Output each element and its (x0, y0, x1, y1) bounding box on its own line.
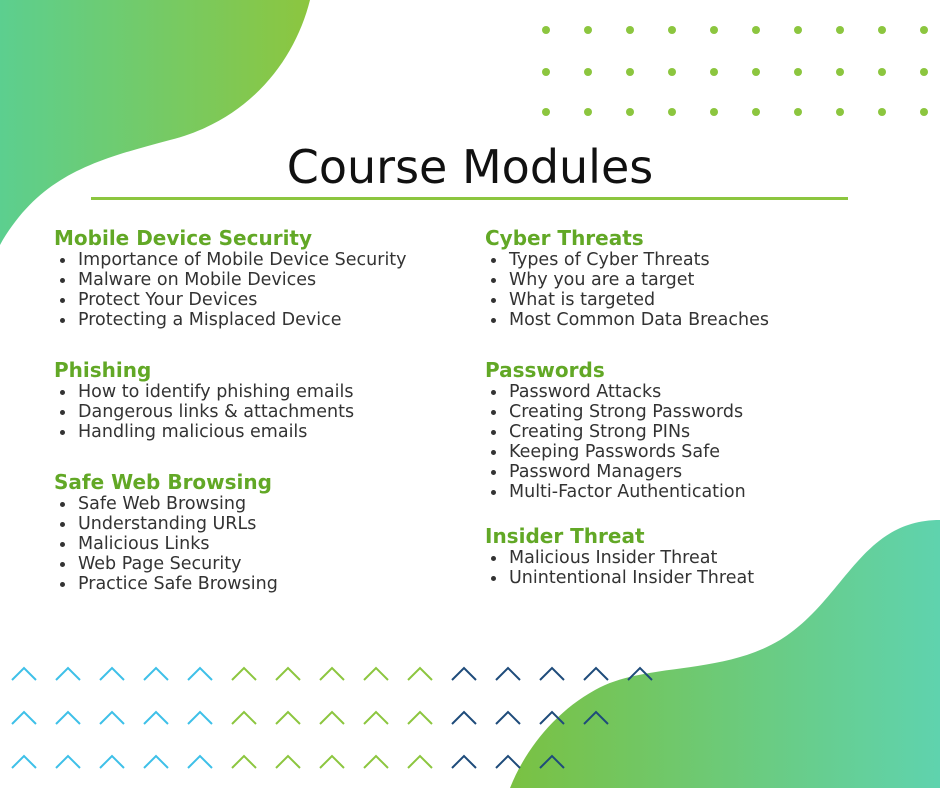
module-title: Cyber Threats (485, 226, 644, 250)
dot (584, 108, 592, 116)
chevron-up-icon (188, 712, 212, 724)
top-left-wave-shape (0, 0, 310, 245)
chevron-up-icon (56, 712, 80, 724)
chevron-up-icon (56, 668, 80, 680)
topic-item: Types of Cyber Threats (485, 250, 905, 270)
module-safe-web-browsing (54, 470, 474, 594)
module-title: Insider Threat (485, 524, 645, 548)
chevron-up-icon (188, 756, 212, 768)
dot (542, 26, 550, 34)
chevron-up-icon (188, 668, 212, 680)
dot-grid-pattern (542, 26, 928, 116)
topic-item: Understanding URLs (54, 514, 474, 534)
dot (878, 68, 886, 76)
dot (668, 26, 676, 34)
chevron-up-icon (276, 756, 300, 768)
chevron-up-icon (540, 668, 564, 680)
chevron-up-icon (452, 756, 476, 768)
chevron-up-icon (144, 668, 168, 680)
dot (836, 68, 844, 76)
dot (626, 68, 634, 76)
dot (626, 108, 634, 116)
dot (668, 108, 676, 116)
chevron-up-icon (496, 712, 520, 724)
dot (794, 26, 802, 34)
chevron-up-icon (364, 756, 388, 768)
dot (752, 26, 760, 34)
dot (836, 26, 844, 34)
module-mobile-device-security (54, 226, 474, 330)
chevron-up-icon (100, 668, 124, 680)
topic-item: How to identify phishing emails (54, 382, 474, 402)
dot (794, 108, 802, 116)
dot (710, 108, 718, 116)
chevron-up-icon (144, 712, 168, 724)
chevron-up-icon (364, 712, 388, 724)
chevron-up-icon (364, 668, 388, 680)
dot (668, 68, 676, 76)
chevron-up-icon (276, 712, 300, 724)
dot (710, 26, 718, 34)
topic-item: Unintentional Insider Threat (485, 568, 905, 588)
topic-item: Safe Web Browsing (54, 494, 474, 514)
title-underline (91, 197, 848, 200)
chevron-up-icon (276, 668, 300, 680)
chevron-up-icon (320, 668, 344, 680)
topic-item: Importance of Mobile Device Security (54, 250, 474, 270)
dot (878, 26, 886, 34)
module-topic-list (485, 250, 905, 330)
module-topic-list (54, 250, 474, 330)
module-cyber-threats (485, 226, 905, 330)
chevron-up-icon (100, 712, 124, 724)
chevron-up-icon (100, 756, 124, 768)
chevron-up-icon (320, 712, 344, 724)
dot (542, 68, 550, 76)
chevron-up-icon (232, 668, 256, 680)
chevron-up-icon (320, 756, 344, 768)
topic-item: Malicious Insider Threat (485, 548, 905, 568)
topic-item: Password Managers (485, 462, 905, 482)
module-passwords (485, 358, 905, 502)
module-topic-list (485, 382, 905, 502)
topic-item: Keeping Passwords Safe (485, 442, 905, 462)
dot (710, 68, 718, 76)
topic-item: Practice Safe Browsing (54, 574, 474, 594)
chevron-up-icon (12, 712, 36, 724)
chevron-up-icon (496, 756, 520, 768)
module-title: Safe Web Browsing (54, 470, 272, 494)
dot (752, 68, 760, 76)
chevron-up-icon (12, 668, 36, 680)
chevron-up-icon (408, 756, 432, 768)
topic-item: Dangerous links & attachments (54, 402, 474, 422)
dot (794, 68, 802, 76)
topic-item: Protect Your Devices (54, 290, 474, 310)
dot (584, 26, 592, 34)
module-insider-threat (485, 524, 905, 588)
module-topic-list (485, 548, 905, 588)
topic-item: Why you are a target (485, 270, 905, 290)
topic-item: Malicious Links (54, 534, 474, 554)
module-title: Phishing (54, 358, 152, 382)
topic-item: Multi-Factor Authentication (485, 482, 905, 502)
chevron-up-icon (232, 756, 256, 768)
chevron-up-icon (12, 756, 36, 768)
dot (626, 26, 634, 34)
dot (878, 108, 886, 116)
topic-item: Most Common Data Breaches (485, 310, 905, 330)
chevron-up-icon (56, 756, 80, 768)
module-phishing (54, 358, 474, 442)
chevron-up-icon (144, 756, 168, 768)
module-topic-list (54, 382, 474, 442)
dot (542, 108, 550, 116)
dot (836, 108, 844, 116)
topic-item: Creating Strong Passwords (485, 402, 905, 422)
chevron-up-icon (408, 712, 432, 724)
chevron-up-icon (496, 668, 520, 680)
topic-item: Password Attacks (485, 382, 905, 402)
topic-item: Web Page Security (54, 554, 474, 574)
dot (920, 26, 928, 34)
dot (920, 68, 928, 76)
module-title: Passwords (485, 358, 605, 382)
topic-item: Protecting a Misplaced Device (54, 310, 474, 330)
left-column (54, 226, 474, 622)
module-title: Mobile Device Security (54, 226, 313, 250)
dot (752, 108, 760, 116)
chevron-up-icon (584, 668, 608, 680)
chevron-up-icon (232, 712, 256, 724)
dot (584, 68, 592, 76)
chevron-up-icon (452, 668, 476, 680)
module-topic-list (54, 494, 474, 594)
chevron-up-icon (452, 712, 476, 724)
topic-item: Creating Strong PINs (485, 422, 905, 442)
topic-item: Malware on Mobile Devices (54, 270, 474, 290)
right-column (485, 226, 905, 616)
page-title: Course Modules (286, 140, 654, 194)
topic-item: What is targeted (485, 290, 905, 310)
topic-item: Handling malicious emails (54, 422, 474, 442)
dot (920, 108, 928, 116)
chevron-up-icon (408, 668, 432, 680)
